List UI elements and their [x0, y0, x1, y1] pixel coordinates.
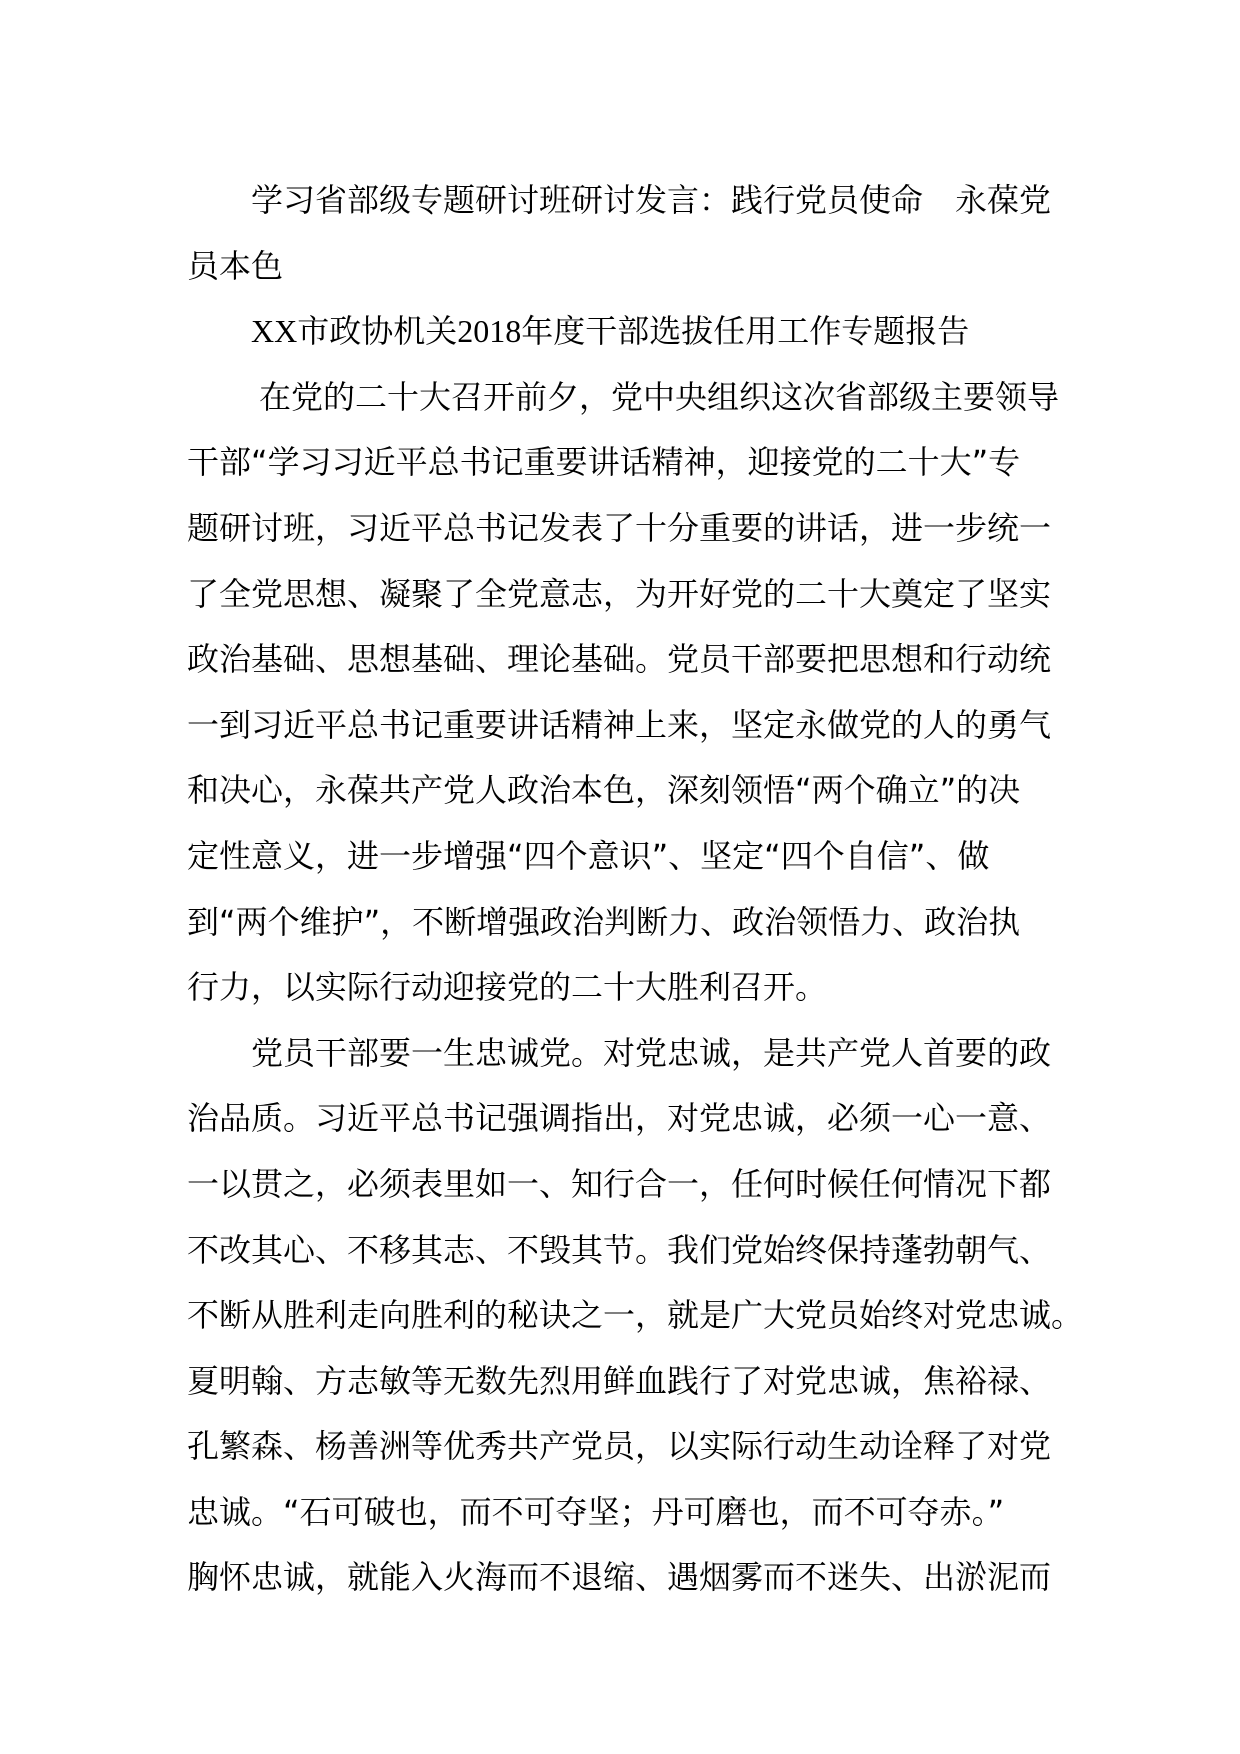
paragraph-line: 一到习近平总书记重要讲话精神上来，坚定永做党的人的勇气 [187, 705, 1052, 744]
document-title-line-1: 学习省部级专题研讨班研讨发言：践行党员使命 永葆党 [251, 181, 1052, 219]
paragraph-line: 不断从胜利走向胜利的秘诀之一，就是广大党员始终对党忠诚。 [187, 1296, 1084, 1335]
paragraph-line: 忠诚。“石可破也，而不可夺坚；丹可磨也，而不可夺赤。” [187, 1492, 1005, 1531]
paragraph-line: 夏明翰、方志敏等无数先烈用鲜血践行了对党忠诚，焦裕禄、 [187, 1361, 1052, 1400]
paragraph-line: 政治基础、思想基础、理论基础。党员干部要把思想和行动统 [187, 640, 1052, 679]
paragraph-line: 不改其心、不移其志、不毁其节。我们党始终保持蓬勃朝气、 [187, 1230, 1052, 1269]
paragraph-line: 孔繁森、杨善洲等优秀共产党员，以实际行动生动诠释了对党 [187, 1427, 1052, 1466]
document-subtitle: XX市政协机关2018年度干部选拔任用工作专题报告 [251, 313, 970, 350]
document-title-line-2: 员本色 [187, 246, 284, 285]
paragraph-line: 在党的二十大召开前夕，党中央组织这次省部级主要领导 [259, 377, 1060, 416]
paragraph-line: 胸怀忠诚，就能入火海而不退缩、遇烟雾而不迷失、出淤泥而 [187, 1558, 1052, 1597]
paragraph-line: 了全党思想、凝聚了全党意志，为开好党的二十大奠定了坚实 [187, 574, 1052, 613]
paragraph-2 [187, 1021, 1084, 1611]
paragraph-line: 党员干部要一生忠诚党。对党忠诚，是共产党人首要的政 [251, 1033, 1052, 1072]
paragraph-line: 和决心，永葆共产党人政治本色，深刻领悟“两个确立”的决 [187, 771, 1021, 810]
paragraph-line: 一以贯之，必须表里如一、知行合一，任何时候任何情况下都 [187, 1164, 1052, 1203]
paragraph-line: 题研讨班，习近平总书记发表了十分重要的讲话，进一步统一 [187, 508, 1052, 547]
paragraph-line: 到“两个维护”，不断增强政治判断力、政治领悟力、政治执 [187, 902, 1021, 941]
paragraph-line: 行力，以实际行动迎接党的二十大胜利召开。 [187, 968, 828, 1007]
paragraph-line: 治品质。习近平总书记强调指出，对党忠诚，必须一心一意、 [187, 1099, 1052, 1138]
paragraph-line: 定性意义，进一步增强“四个意识”、坚定“四个自信”、做 [187, 836, 990, 875]
document-page [187, 168, 1084, 1611]
paragraph-1 [187, 365, 1067, 1021]
paragraph-line: 干部“学习习近平总书记重要讲话精神，迎接党的二十大”专 [187, 443, 1021, 482]
